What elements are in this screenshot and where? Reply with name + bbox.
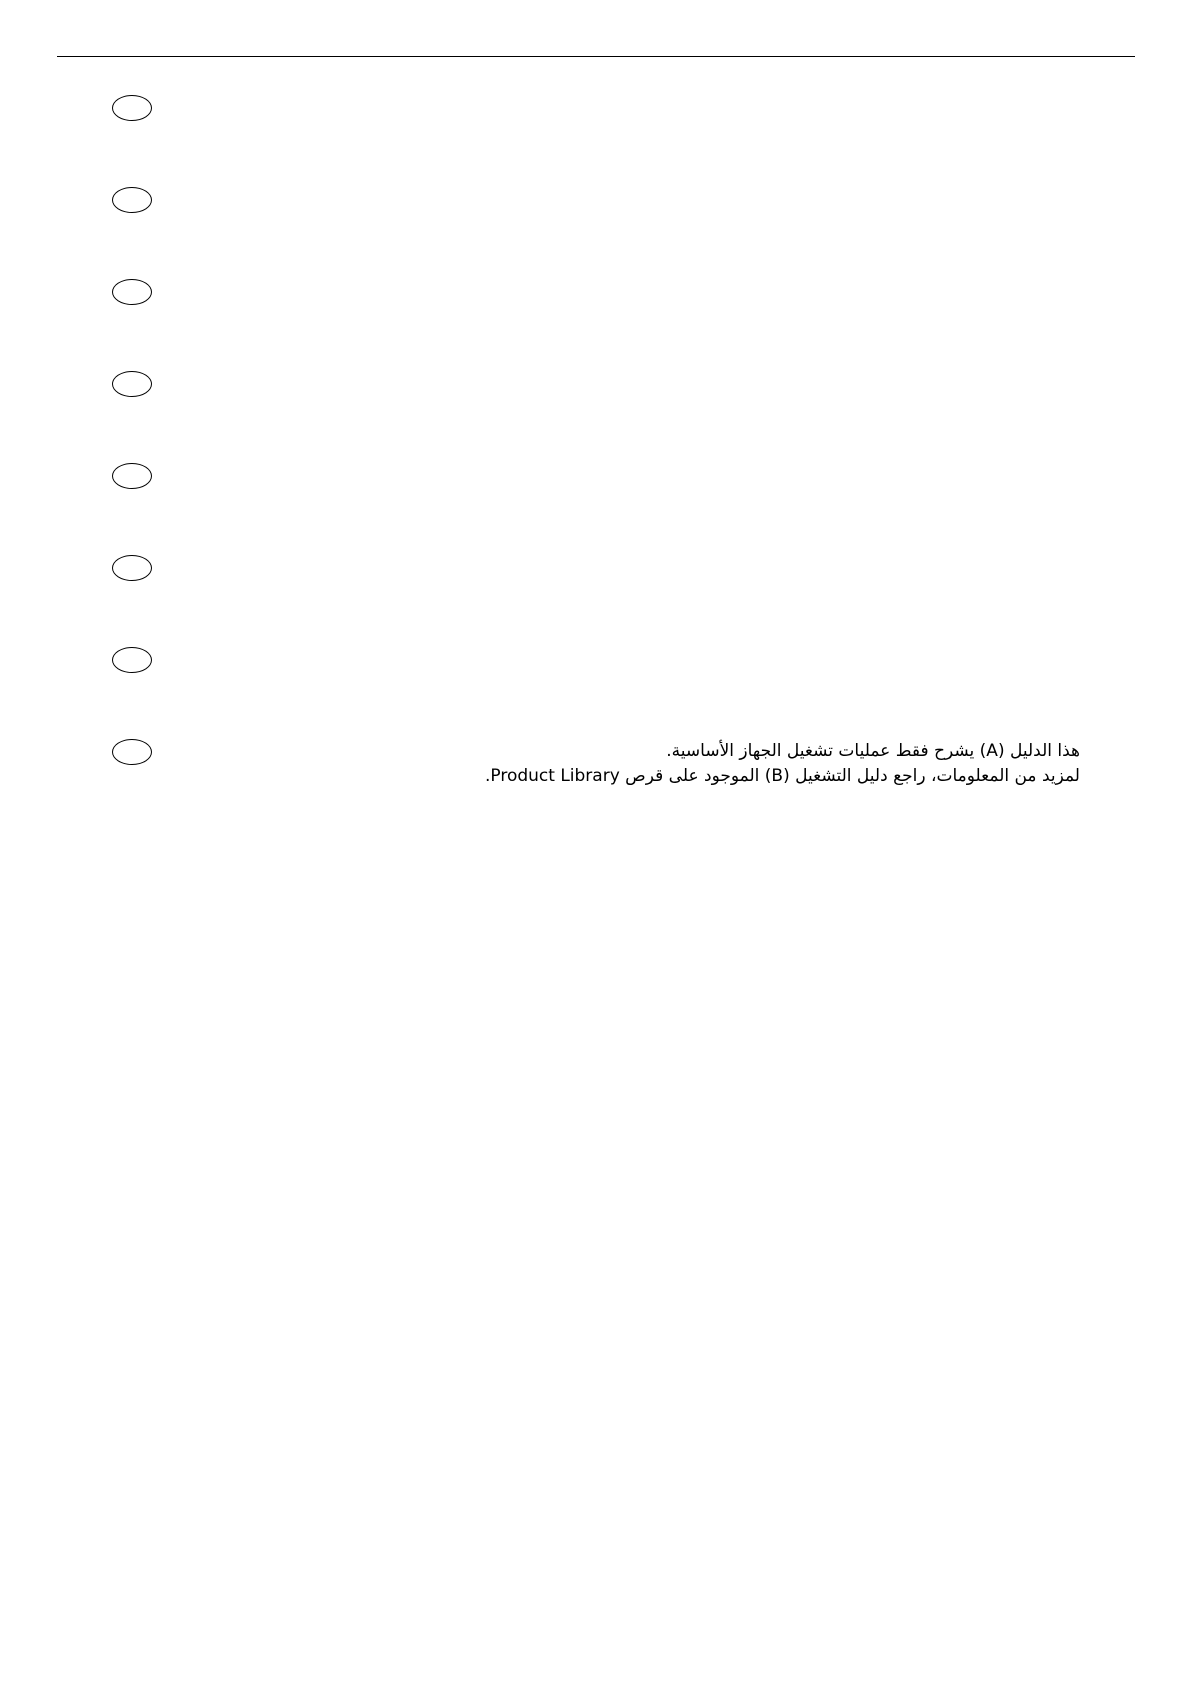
manual-notice [440, 739, 1080, 789]
language-marker-6-icon [112, 555, 152, 581]
notice-line-2: لمزيد من المعلومات، راجع دليل التشغيل (B) الموجود على قرص Product Library. [484, 766, 1080, 786]
language-marker-3-icon [112, 279, 152, 305]
language-marker-1-icon [112, 95, 152, 121]
notice-line-1: هذا الدليل (A) يشرح فقط عمليات تشغيل الجهاز الأساسية. [666, 741, 1080, 761]
language-marker-4-icon [112, 371, 152, 397]
language-marker-5-icon [112, 463, 152, 489]
language-marker-2-icon [112, 187, 152, 213]
top-divider [57, 56, 1135, 57]
language-marker-8-icon [112, 739, 152, 765]
language-marker-7-icon [112, 647, 152, 673]
